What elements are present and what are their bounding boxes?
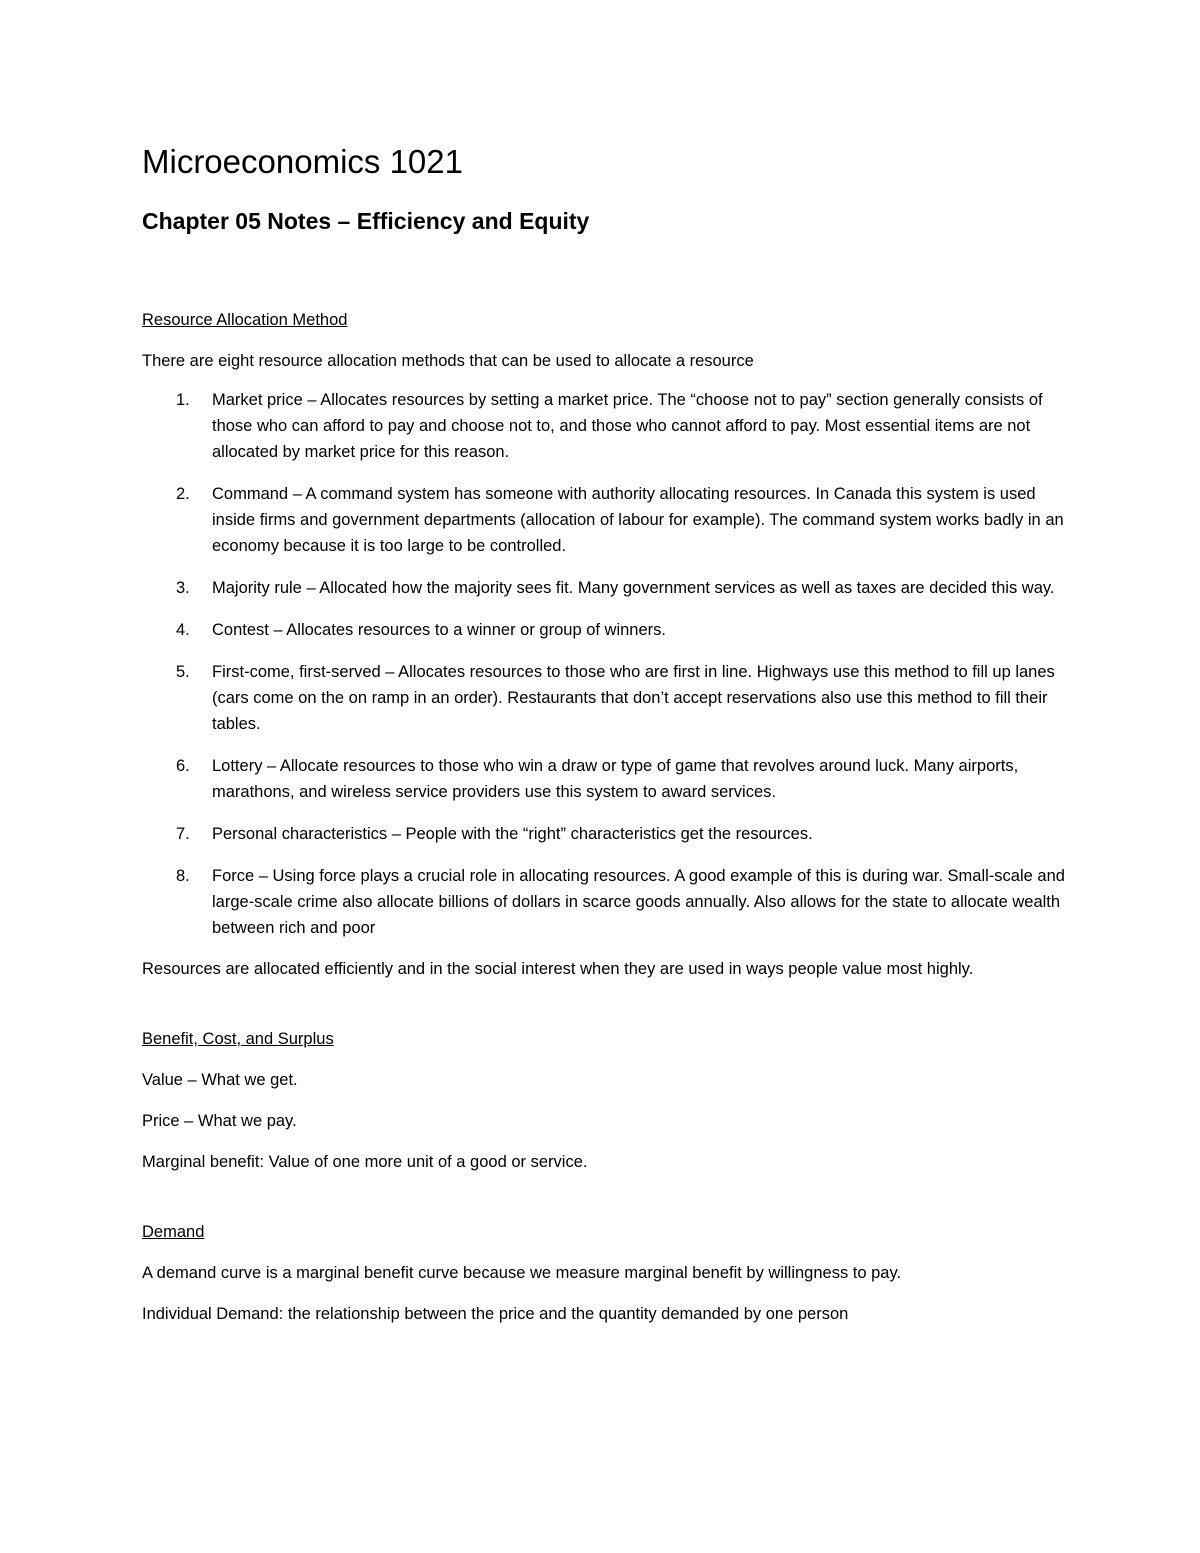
individual-demand-definition: Individual Demand: the relationship between the price and the quantity demanded by one person [142, 1305, 849, 1323]
list-item [142, 659, 1072, 737]
list-number: 1. [176, 391, 190, 409]
allocation-methods-list [142, 387, 1072, 941]
list-item [142, 481, 1072, 559]
document-subtitle: Chapter 05 Notes – Efficiency and Equity [142, 208, 590, 234]
document-title: Microeconomics 1021 [142, 143, 463, 180]
list-number: 4. [176, 621, 190, 639]
marginal-benefit-definition: Marginal benefit: Value of one more unit of a good or service. [142, 1153, 588, 1171]
document-page [142, 140, 1072, 1326]
section-heading-benefit-cost-surplus: Benefit, Cost, and Surplus [142, 1030, 334, 1048]
list-number: 3. [176, 579, 190, 597]
list-text: Market price – Allocates resources by setting a market price. The “choose not to pay” section generally consists of those who can afford to pay and choose not to, and those who cannot afford to pay. Most essential items are not allocated by market price for this reason. [212, 391, 1043, 461]
list-item [142, 575, 1072, 601]
list-text: First-come, first-served – Allocates resources to those who are first in line. Highways use this method to fill up lanes (cars come on the on ramp in an order). Restaurants that don’t accept reservations also use this method to fill their tables. [212, 663, 1055, 733]
section-heading-demand: Demand [142, 1223, 205, 1241]
list-text: Lottery – Allocate resources to those who win a draw or type of game that revolves around luck. Many airports, marathons, and wireless service providers use this system to award services. [212, 757, 1019, 801]
price-definition: Price – What we pay. [142, 1112, 297, 1130]
value-definition: Value – What we get. [142, 1071, 298, 1089]
list-number: 2. [176, 485, 190, 503]
list-text: Force – Using force plays a crucial role in allocating resources. A good example of this is during war. Small-scale and large-scale crime also allocate billions of dollars in scarce goods annually. Also allows for the state to allocate wealth between rich and poor [212, 867, 1065, 937]
list-number: 6. [176, 757, 190, 775]
list-item [142, 617, 1072, 643]
list-number: 7. [176, 825, 190, 843]
list-item [142, 863, 1072, 941]
list-number: 8. [176, 867, 190, 885]
list-item [142, 753, 1072, 805]
list-text: Contest – Allocates resources to a winner or group of winners. [212, 621, 666, 639]
list-item [142, 387, 1072, 465]
list-text: Majority rule – Allocated how the majority sees fit. Many government services as well as taxes are decided this way. [212, 579, 1055, 597]
list-number: 5. [176, 663, 190, 681]
demand-curve-definition: A demand curve is a marginal benefit curve because we measure marginal benefit by willingness to pay. [142, 1264, 902, 1282]
section-heading-resource-allocation: Resource Allocation Method [142, 311, 348, 329]
list-text: Personal characteristics – People with the “right” characteristics get the resources. [212, 825, 813, 843]
resource-intro: There are eight resource allocation methods that can be used to allocate a resource [142, 352, 754, 370]
resource-summary: Resources are allocated efficiently and in the social interest when they are used in ways people value most highly. [142, 960, 974, 978]
list-item [142, 821, 1072, 847]
list-text: Command – A command system has someone with authority allocating resources. In Canada this system is used inside firms and government departments (allocation of labour for example). The command system works badly in an economy because it is too large to be controlled. [212, 485, 1064, 555]
